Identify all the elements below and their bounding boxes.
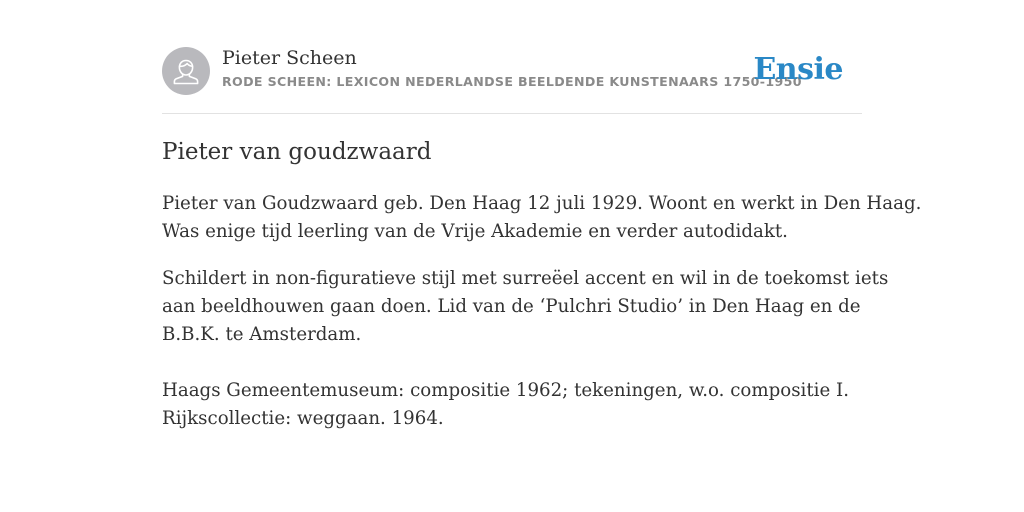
paragraph-line: Was enige tijd leerling van de Vrije Akademie en verder autodidakt.: [162, 221, 788, 242]
paragraph-collections: [162, 377, 862, 433]
source-label[interactable]: RODE SCHEEN: LEXICON NEDERLANDSE BEELDENDE KUNSTENAARS 1750-1950: [222, 74, 802, 89]
ensie-logo[interactable]: Ensie: [753, 52, 843, 87]
paragraph-line: Schildert in non-figuratieve stijl met surreëel accent en wil in de toekomst iets: [162, 268, 889, 289]
paragraph-style: [162, 265, 889, 349]
article-header: [162, 46, 862, 96]
article-title: Pieter van goudzwaard: [162, 139, 432, 165]
paragraph-line: B.B.K. te Amsterdam.: [162, 324, 362, 345]
author-name[interactable]: Pieter Scheen: [222, 47, 357, 69]
paragraph-line: Pieter van Goudzwaard geb. Den Haag 12 juli 1929. Woont en werkt in Den Haag.: [162, 193, 922, 214]
article-card: [162, 0, 922, 512]
article-body: [162, 190, 922, 452]
paragraph-biography: [162, 190, 922, 246]
author-avatar[interactable]: [162, 47, 210, 95]
paragraph-line: Haags Gemeentemuseum: compositie 1962; tekeningen, w.o. compositie I.: [162, 380, 849, 401]
paragraph-line: Rijkscollectie: weggaan. 1964.: [162, 408, 444, 429]
user-avatar-icon: [162, 47, 210, 95]
paragraph-line: aan beeldhouwen gaan doen. Lid van de ‘Pulchri Studio’ in Den Haag en de: [162, 296, 861, 317]
header-divider: [162, 113, 862, 114]
paragraph-spacer: [162, 368, 862, 377]
